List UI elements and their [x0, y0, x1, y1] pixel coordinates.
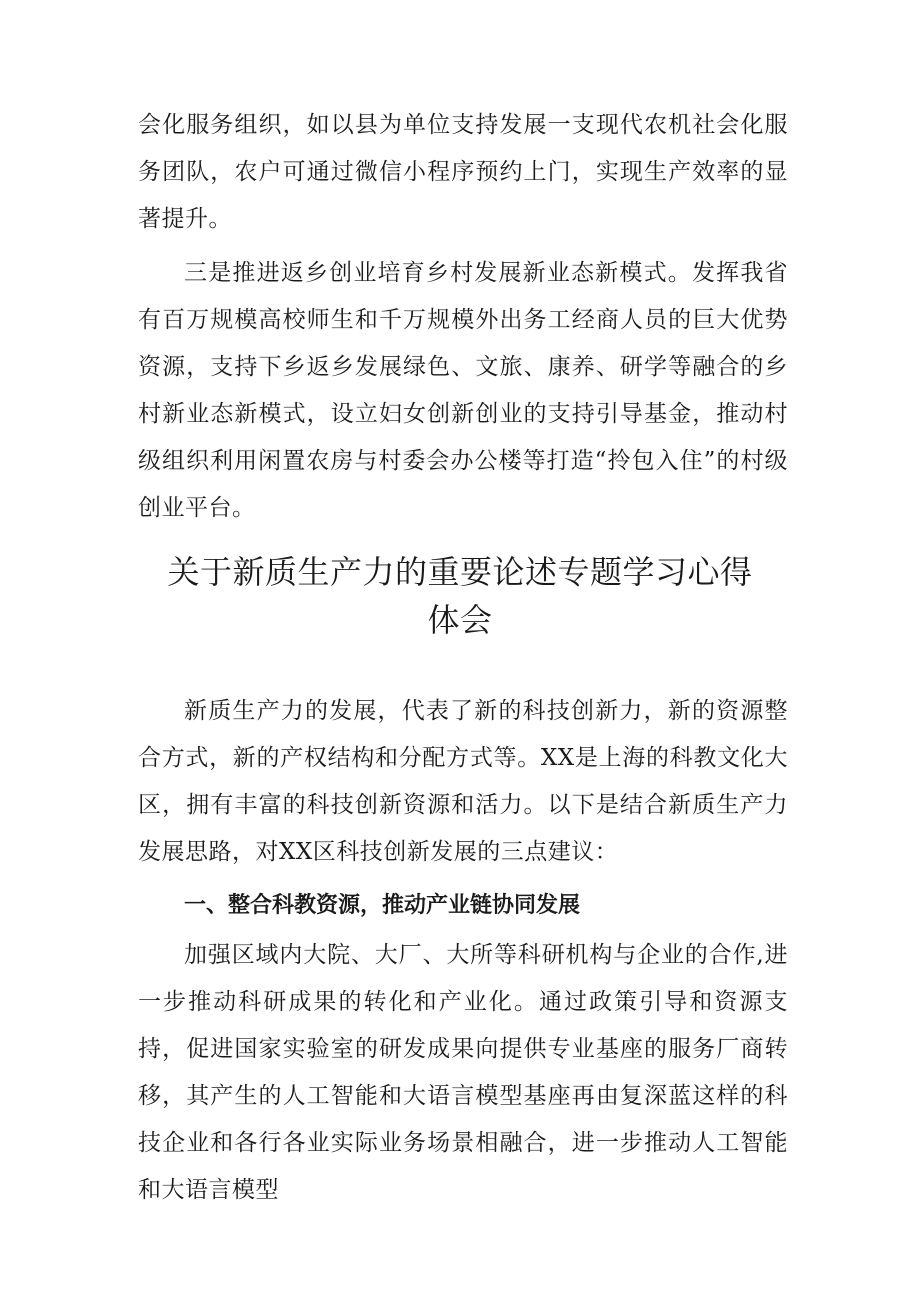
- section-one-heading: 一、整合科教资源，推动产业链协同发展: [184, 893, 581, 918]
- intro-paragraph: 新质生产力的发展，代表了新的科技创新力，新的资源整合方式，新的产权结构和分配方式等。XX是上海的科教文化大区，拥有丰富的科技创新资源和活力。以下是结合新质生产力发展思路，对XX区科技创新发展的三点建议：: [138, 698, 788, 865]
- page-title-line2: 体会: [427, 601, 493, 639]
- section-one-paragraph: 加强区域内大院、大厂、大所等科研机构与企业的合作,进一步推动科研成果的转化和产业化。通过政策引导和资源支持，促进国家实验室的研发成果向提供专业基座的服务厂商转移，其产生的人工智能和大语言模型基座再由复深蓝这样的科技企业和各行各业实际业务场景相融合，进一步推动人工智能和大语言模型: [138, 942, 788, 1203]
- page-title-line1: 关于新质生产力的重要论述专题学习心得: [167, 553, 753, 591]
- paragraph-continued: 会化服务组织，如以县为单位支持发展一支现代农机社会化服务团队，农户可通过微信小程序预约上门，实现生产效率的显著提升。: [138, 112, 788, 232]
- paragraph-three: 三是推进返乡创业培育乡村发展新业态新模式。发挥我省有百万规模高校师生和千万规模外出务工经商人员的巨大优势资源，支持下乡返乡发展绿色、文旅、康养、研学等融合的乡村新业态新模式，设立妇女创新创业的支持引导基金，推动村级组织利用闲置农房与村委会办公楼等打造“拎包入住”的村级创业平台。: [138, 260, 788, 521]
